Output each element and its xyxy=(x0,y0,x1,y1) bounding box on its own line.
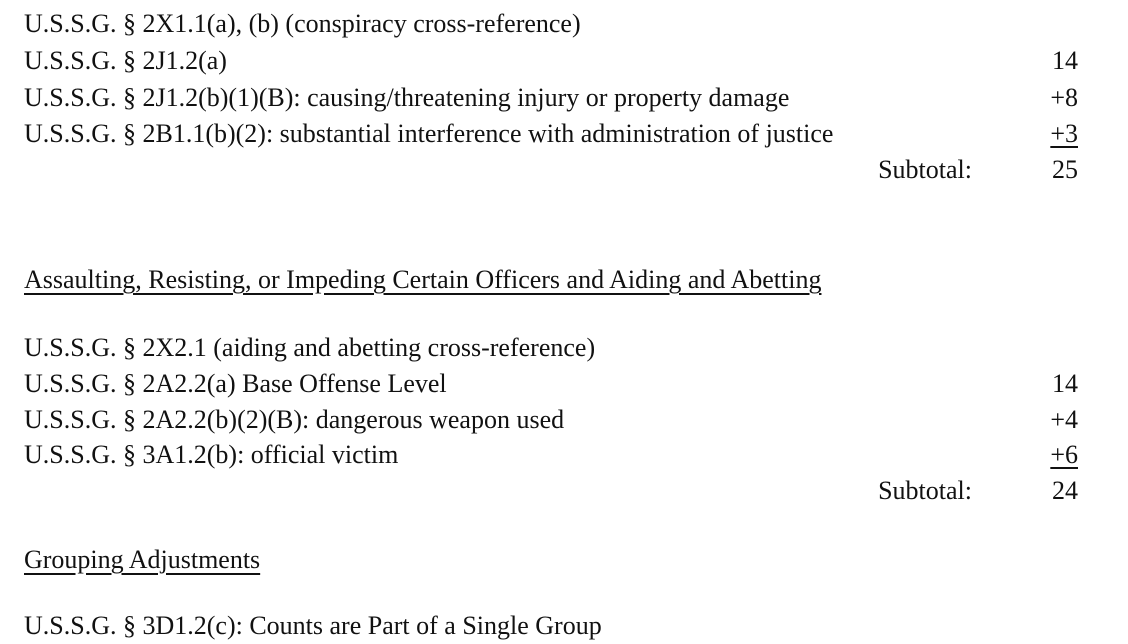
guideline-row xyxy=(24,80,1104,116)
subtotal-value: 24 xyxy=(1052,476,1078,505)
guideline-row xyxy=(24,608,602,644)
offense-level-value: +8 xyxy=(1050,83,1078,112)
guideline-row xyxy=(24,402,1104,438)
section-heading: Grouping Adjustments xyxy=(24,545,261,574)
guideline-label: U.S.S.G. § 2J1.2(a) xyxy=(24,46,227,75)
guideline-label: U.S.S.G. § 2X2.1 (aiding and abetting cross-reference) xyxy=(24,333,596,362)
subtotal-label: Subtotal: xyxy=(878,155,972,184)
guideline-row xyxy=(24,6,1104,42)
guideline-label: U.S.S.G. § 2A2.2(a) Base Offense Level xyxy=(24,369,447,398)
guideline-row xyxy=(24,116,1104,152)
subtotal-value: 25 xyxy=(1052,155,1078,184)
offense-level-value: +4 xyxy=(1050,405,1078,434)
guideline-row xyxy=(24,366,1104,402)
offense-level-value: +6 xyxy=(1050,440,1078,469)
guideline-label: U.S.S.G. § 2A2.2(b)(2)(B): dangerous weapon used xyxy=(24,405,565,434)
offense-level-value: +3 xyxy=(1050,119,1078,148)
guideline-label: U.S.S.G. § 2B1.1(b)(2): substantial interference with administration of justice xyxy=(24,119,834,148)
guideline-label: U.S.S.G. § 3A1.2(b): official victim xyxy=(24,440,399,469)
guideline-row xyxy=(24,330,1104,366)
guideline-label: U.S.S.G. § 2X1.1(a), (b) (conspiracy cross-reference) xyxy=(24,9,581,38)
guideline-row xyxy=(24,43,1104,79)
guideline-label: U.S.S.G. § 3D1.2(c): Counts are Part of a Single Group xyxy=(24,611,602,640)
guideline-row xyxy=(24,437,1104,473)
subtotal-row xyxy=(24,152,1104,188)
guideline-label: U.S.S.G. § 2J1.2(b)(1)(B): causing/threatening injury or property damage xyxy=(24,83,790,112)
subtotal-row xyxy=(24,473,1104,509)
section-heading: Assaulting, Resisting, or Impeding Certain Officers and Aiding and Abetting xyxy=(24,265,822,294)
offense-level-value: 14 xyxy=(1052,46,1078,75)
offense-level-value: 14 xyxy=(1052,369,1078,398)
subtotal-label: Subtotal: xyxy=(878,476,972,505)
